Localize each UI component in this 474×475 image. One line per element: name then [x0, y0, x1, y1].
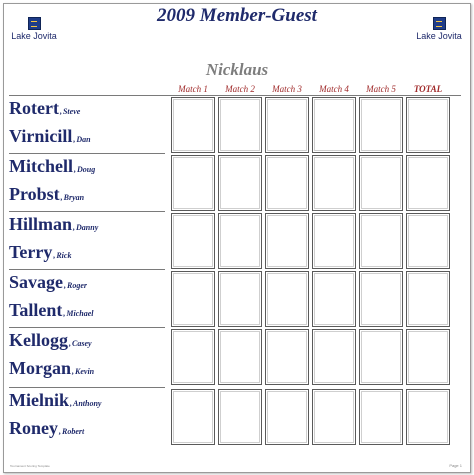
score-box-team3-match2[interactable]: [218, 213, 262, 269]
player-last-name: Tallent: [9, 300, 63, 320]
player-name: [9, 184, 169, 205]
score-box-team2-match2[interactable]: [218, 155, 262, 211]
player-last-name: Mielnik: [9, 390, 70, 410]
score-box-team2-total[interactable]: [406, 155, 450, 211]
player-name: [9, 126, 169, 147]
player-first-name: Robert: [62, 427, 85, 436]
name-separator: ,: [69, 339, 71, 348]
player-first-name: Rick: [56, 251, 72, 260]
player-first-name: Casey: [72, 339, 92, 348]
team-divider: [9, 269, 165, 270]
player-last-name: Roney: [9, 418, 58, 438]
player-name: [9, 98, 169, 119]
page-number: Page 1: [449, 463, 462, 468]
column-header-3: Match 3: [272, 84, 302, 94]
score-box-team1-total[interactable]: [406, 97, 450, 153]
score-box-team4-match4[interactable]: [312, 271, 356, 327]
score-box-team5-match4[interactable]: [312, 329, 356, 385]
player-last-name: Terry: [9, 242, 53, 262]
header-divider: [9, 95, 461, 96]
column-header-5: Match 5: [366, 84, 396, 94]
player-name: [9, 242, 169, 263]
score-box-team6-match2[interactable]: [218, 389, 262, 445]
score-box-team5-match3[interactable]: [265, 329, 309, 385]
logo-right-text: Lake Jovita: [416, 31, 462, 41]
player-first-name: Anthony: [73, 399, 102, 408]
player-name: [9, 272, 169, 293]
player-last-name: Rotert: [9, 98, 59, 118]
score-box-team2-match5[interactable]: [359, 155, 403, 211]
score-box-team3-match1[interactable]: [171, 213, 215, 269]
player-first-name: Dan: [76, 135, 91, 144]
score-box-team6-match1[interactable]: [171, 389, 215, 445]
score-box-team6-match5[interactable]: [359, 389, 403, 445]
score-box-team5-match5[interactable]: [359, 329, 403, 385]
player-name: [9, 330, 169, 351]
score-box-team6-total[interactable]: [406, 389, 450, 445]
player-last-name: Hillman: [9, 214, 73, 234]
logo-right: [409, 17, 469, 41]
player-last-name: Kellogg: [9, 330, 68, 350]
player-name: [9, 418, 169, 439]
player-name: [9, 300, 169, 321]
score-box-team1-match5[interactable]: [359, 97, 403, 153]
name-separator: ,: [59, 107, 62, 116]
name-separator: ,: [59, 427, 61, 436]
player-first-name: Danny: [76, 223, 99, 232]
score-box-team2-match3[interactable]: [265, 155, 309, 211]
player-first-name: Roger: [67, 281, 87, 290]
score-box-team1-match3[interactable]: [265, 97, 309, 153]
score-box-team1-match4[interactable]: [312, 97, 356, 153]
name-separator: ,: [72, 367, 74, 376]
team-divider: [9, 211, 165, 212]
column-header-1: Match 1: [178, 84, 208, 94]
lake-jovita-logo-icon: [28, 17, 41, 30]
player-name: [9, 156, 169, 177]
score-box-team3-total[interactable]: [406, 213, 450, 269]
page-title: 2009 Member-Guest: [157, 5, 317, 26]
score-box-team3-match4[interactable]: [312, 213, 356, 269]
name-separator: ,: [70, 399, 73, 408]
player-name: [9, 390, 169, 411]
player-last-name: Probst: [9, 184, 60, 204]
logo-left: [4, 17, 64, 41]
score-box-team5-match2[interactable]: [218, 329, 262, 385]
score-box-team6-match4[interactable]: [312, 389, 356, 445]
score-box-team6-match3[interactable]: [265, 389, 309, 445]
player-first-name: Steve: [62, 107, 81, 116]
name-separator: ,: [53, 251, 56, 260]
score-box-team5-match1[interactable]: [171, 329, 215, 385]
name-separator: ,: [73, 135, 76, 144]
team-divider: [9, 153, 165, 154]
score-box-team4-match5[interactable]: [359, 271, 403, 327]
team-divider: [9, 387, 165, 388]
score-box-team5-total[interactable]: [406, 329, 450, 385]
score-box-team2-match4[interactable]: [312, 155, 356, 211]
score-box-team4-match3[interactable]: [265, 271, 309, 327]
logo-left-text: Lake Jovita: [11, 31, 57, 41]
name-separator: ,: [63, 309, 66, 318]
player-last-name: Savage: [9, 272, 63, 292]
score-box-team4-total[interactable]: [406, 271, 450, 327]
score-box-team3-match3[interactable]: [265, 213, 309, 269]
team-divider: [9, 327, 165, 328]
name-separator: ,: [64, 281, 66, 290]
column-header-4: Match 4: [319, 84, 349, 94]
name-separator: ,: [60, 193, 63, 202]
name-separator: ,: [73, 165, 76, 174]
player-last-name: Virnicill: [9, 126, 73, 146]
score-box-team1-match1[interactable]: [171, 97, 215, 153]
score-box-team4-match1[interactable]: [171, 271, 215, 327]
player-first-name: Michael: [66, 309, 94, 318]
score-box-team3-match5[interactable]: [359, 213, 403, 269]
score-box-team4-match2[interactable]: [218, 271, 262, 327]
player-name: [9, 358, 169, 379]
score-box-team2-match1[interactable]: [171, 155, 215, 211]
lake-jovita-logo-icon: [433, 17, 446, 30]
score-box-team1-match2[interactable]: [218, 97, 262, 153]
player-first-name: Bryan: [63, 193, 85, 202]
name-separator: ,: [73, 223, 76, 232]
player-name: [9, 214, 169, 235]
column-header-2: Match 2: [225, 84, 255, 94]
bracket-name: Nicklaus: [205, 60, 269, 79]
player-first-name: Kevin: [75, 367, 95, 376]
player-last-name: Morgan: [9, 358, 71, 378]
player-last-name: Mitchell: [9, 156, 73, 176]
column-header-6: TOTAL: [413, 84, 443, 94]
footer-text: Tournament Scoring Template: [10, 464, 50, 468]
player-first-name: Doug: [76, 165, 96, 174]
